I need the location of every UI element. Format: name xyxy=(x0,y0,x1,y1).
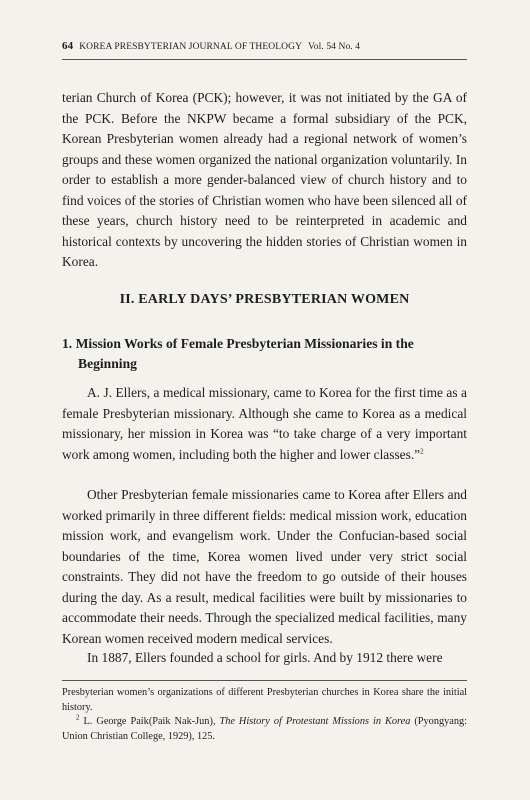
footnote-2-number: 2 xyxy=(76,713,80,722)
paragraph-ellers xyxy=(62,383,467,465)
footnote-2-title: The History of Protestant Missions in Korea xyxy=(219,716,411,727)
paragraph-intro: terian Church of Korea (PCK); however, it was not initiated by the GA of the PCK. Before the NKPW became a formal subsidiary of the PCK, Korean Presbyterian women already had a regional network of women’s groups and these women organized the national organization voluntarily. In order to establish a more gender-balanced view of church history and to find voices of the stories of Christian women who have been silenced all of these years, church history need to be reinterpreted in academic and historical contexts by uncovering the hidden stories of Christian women in Korea. xyxy=(62,90,467,269)
paragraph-ellers-text: A. J. Ellers, a medical missionary, came to Korea for the first time as a female Presbyterian missionary. Although she came to Korea as a medical missionary, her mission in Korea was “to take charge of a very important work among women, including both the higher and lower classes.” xyxy=(62,385,467,462)
page-number: 64 xyxy=(62,40,74,52)
paragraph-other-missionaries: Other Presbyterian female missionaries came to Korea after Ellers and worked primarily in three different fields: medical mission work, education mission work, and evangelism work. Under the Confucian-based social boundaries of the time, Korea women lived under very strict social constraints. They did not have the freedom to go outside of their houses during the day. As a result, medical facilities were built by missionaries to accommodate their needs. Through the specialized medical facilities, many Korean women received modern medical services. xyxy=(62,487,467,646)
volume-issue: Vol. 54 No. 4 xyxy=(308,42,361,52)
footnotes xyxy=(62,686,467,744)
running-head xyxy=(62,40,482,54)
footnote-2-publication: (Pyongyang: Union Christian College, 1929), 125. xyxy=(62,716,468,742)
paragraph-school-founding: In 1887, Ellers founded a school for girls. And by 1912 there were xyxy=(87,650,443,665)
header-rule xyxy=(62,59,467,60)
footnote-ref-2[interactable]: 2 xyxy=(420,447,424,456)
footnote-continued: Presbyterian women’s organizations of different Presbyterian churches in Korea share the initial history. xyxy=(62,687,467,713)
subsection-heading: 1. Mission Works of Female Presbyterian Missionaries in the Beginning xyxy=(62,336,414,371)
footnote-rule xyxy=(62,680,467,681)
footnote-2-author: L. George Paik(Paik Nak-Jun), xyxy=(83,716,220,727)
journal-title: KOREA PRESBYTERIAN JOURNAL OF THEOLOGY xyxy=(79,42,303,52)
section-heading: II. EARLY DAYS’ PRESBYTERIAN WOMEN xyxy=(119,292,410,307)
footnote-2 xyxy=(62,715,467,744)
